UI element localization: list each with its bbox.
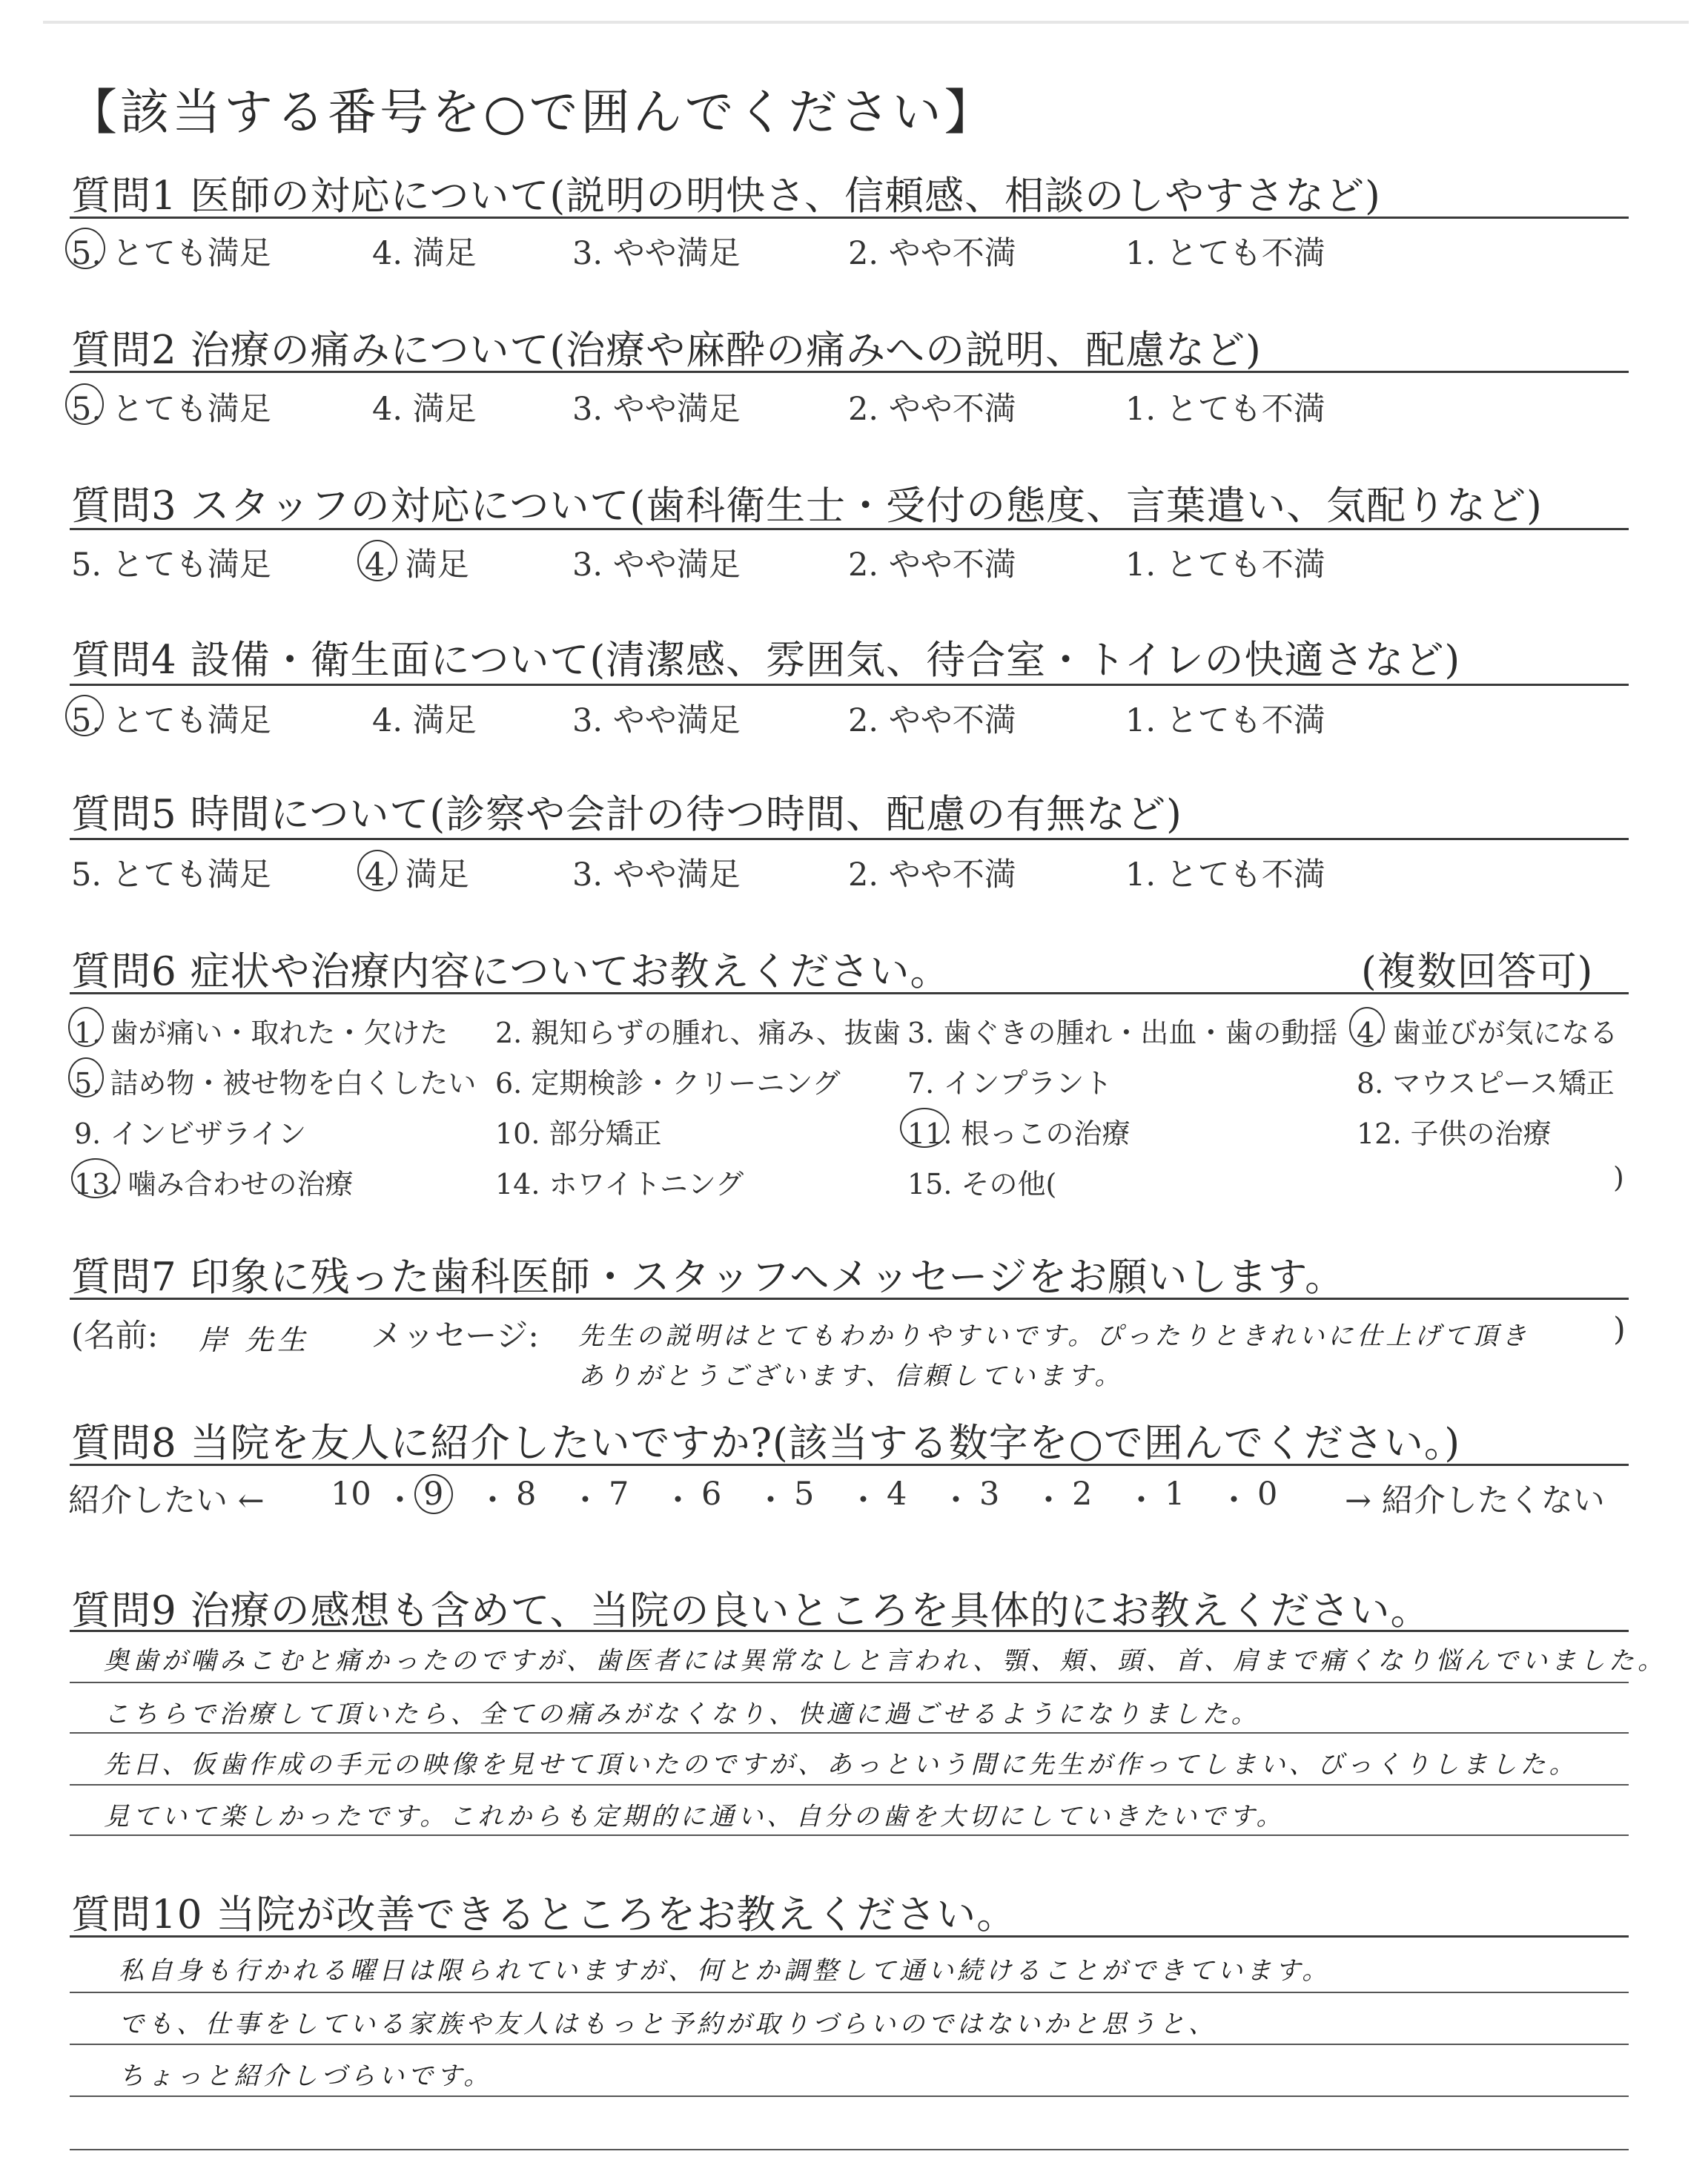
q10-rule-2: [70, 2044, 1629, 2045]
q6-option-8[interactable]: 8. マウスピース矯正: [1357, 1067, 1615, 1100]
q2-option-1[interactable]: 1. とても不満: [1125, 391, 1325, 428]
q6-heading: 質問6 症状や治療内容についてお教えください。: [71, 949, 950, 994]
q6-other-close: ): [1613, 1161, 1624, 1194]
q1-heading: 質問1 医師の対応について(説明の明快さ、信頼感、相談のしやすさなど): [71, 174, 1381, 219]
q2-option-5[interactable]: 5. とても満足: [71, 391, 271, 428]
q9-rule-1: [70, 1682, 1629, 1683]
q6-option-5[interactable]: 5. 詰め物・被せ物を白くしたい: [74, 1067, 477, 1100]
q4-selected-circle: [65, 695, 104, 736]
q1-selected-circle: [65, 228, 105, 269]
q1-rule: [70, 217, 1629, 219]
q8-scale-0[interactable]: 0: [1257, 1476, 1278, 1513]
q7-message-line1[interactable]: 先生の説明はとてもわかりやすいです。ぴったりときれいに仕上げて頂き: [578, 1321, 1531, 1351]
q8-rule: [70, 1464, 1629, 1466]
q10-rule-3: [70, 2095, 1629, 2097]
q6-option-3[interactable]: 3. 歯ぐきの腫れ・出血・歯の動揺: [907, 1017, 1338, 1049]
q3-option-5[interactable]: 5. とても満足: [71, 546, 271, 584]
q6-option-2[interactable]: 2. 親知らずの腫れ、痛み、抜歯: [495, 1017, 901, 1049]
q10-line-1[interactable]: 私自身も行かれる曜日は限られていますが、何とか調整して通い続けることができています。: [119, 1956, 1331, 1986]
q3-selected-circle: [357, 540, 397, 581]
q5-rule: [70, 838, 1629, 840]
q6-rule: [70, 992, 1629, 994]
q8-scale-dot: ・: [847, 1482, 879, 1519]
page-title: 【該当する番号を○で囲んでください】: [68, 84, 996, 141]
q5-selected-circle: [357, 850, 397, 891]
q9-line-3[interactable]: 先日、仮歯作成の手元の映像を見せて頂いたのですが、あっという間に先生が作ってしまい、びっくりしました。: [104, 1750, 1578, 1780]
q8-scale-3[interactable]: 3: [979, 1476, 1000, 1513]
q3-heading: 質問3 スタッフの対応について(歯科衛生士・受付の態度、言葉遣い、気配りなど): [71, 483, 1543, 529]
q10-line-2[interactable]: でも、仕事をしている家族や友人はもっと予約が取りづらいのではないかと思うと、: [119, 2009, 1217, 2039]
q6-option-1[interactable]: 1. 歯が痛い・取れた・欠けた: [74, 1017, 448, 1049]
q9-line-1[interactable]: 奥歯が噛みこむと痛かったのですが、歯医者には異常なしと言われ、顎、頬、頭、首、肩まで痛くなり悩んでいました。: [104, 1646, 1667, 1676]
q1-option-1[interactable]: 1. とても不満: [1125, 235, 1325, 272]
q5-heading: 質問5 時間について(診察や会計の待つ時間、配慮の有無など): [71, 792, 1182, 837]
q6-note: (複数回答可): [1361, 949, 1594, 994]
q6-option-6[interactable]: 6. 定期検診・クリーニング: [495, 1067, 841, 1100]
q8-scale-dot: ・: [477, 1482, 509, 1519]
q3-option-3[interactable]: 3. やや満足: [572, 546, 741, 584]
q1-option-2[interactable]: 2. やや不満: [848, 235, 1016, 272]
q8-scale-dot: ・: [1218, 1482, 1250, 1519]
q4-option-2[interactable]: 2. やや不満: [848, 702, 1016, 739]
q8-scale-2[interactable]: 2: [1072, 1476, 1093, 1513]
q6-selected-circle-5: [68, 1057, 104, 1097]
q8-scale-dot: ・: [1033, 1482, 1065, 1519]
q4-option-1[interactable]: 1. とても不満: [1125, 702, 1325, 739]
q4-heading: 質問4 設備・衛生面について(清潔感、雰囲気、待合室・トイレの快適さなど): [71, 638, 1461, 683]
q10-heading: 質問10 当院が改善できるところをお教えください。: [71, 1892, 1017, 1938]
q8-left-label: 紹介したい ←: [68, 1482, 265, 1519]
q10-rule: [70, 1935, 1629, 1938]
q7-rule: [70, 1298, 1629, 1300]
q5-option-2[interactable]: 2. やや不満: [848, 856, 1016, 894]
q8-scale-dot: ・: [1125, 1482, 1157, 1519]
q3-option-2[interactable]: 2. やや不満: [848, 546, 1016, 584]
q8-scale-dot: ・: [662, 1482, 694, 1519]
q3-option-4[interactable]: 4. 満足: [365, 546, 469, 584]
q10-rule-4: [70, 2149, 1629, 2150]
q6-selected-circle-11: [900, 1108, 949, 1148]
q6-option-12[interactable]: 12. 子供の治療: [1357, 1117, 1552, 1150]
q3-option-1[interactable]: 1. とても不満: [1125, 546, 1325, 584]
q6-option-14[interactable]: 14. ホワイトニング: [495, 1168, 744, 1200]
q6-option-4[interactable]: 4. 歯並びが気になる: [1357, 1017, 1618, 1049]
q4-rule: [70, 684, 1629, 686]
q5-option-3[interactable]: 3. やや満足: [572, 856, 741, 894]
q8-scale-dot: ・: [569, 1482, 601, 1519]
q4-option-3[interactable]: 3. やや満足: [572, 702, 741, 739]
q8-selected-circle: [414, 1474, 453, 1514]
q6-selected-circle-4: [1349, 1007, 1385, 1047]
q9-rule: [70, 1630, 1629, 1632]
q4-option-4[interactable]: 4. 満足: [372, 702, 477, 739]
q1-option-3[interactable]: 3. やや満足: [572, 235, 741, 272]
q6-option-11[interactable]: 11. 根っこの治療: [907, 1117, 1131, 1150]
q9-line-4[interactable]: 見ていて楽しかったです。これからも定期的に通い、自分の歯を大切にしていきたいです。: [104, 1802, 1285, 1832]
q8-scale-7[interactable]: 7: [609, 1476, 629, 1513]
q1-option-4[interactable]: 4. 満足: [372, 235, 477, 272]
q6-option-9[interactable]: 9. インビザライン: [74, 1117, 307, 1150]
q8-scale-10[interactable]: 10: [331, 1476, 371, 1513]
q9-heading: 質問9 治療の感想も含めて、当院の良いところを具体的にお教えください。: [71, 1588, 1431, 1634]
q2-option-4[interactable]: 4. 満足: [372, 391, 477, 428]
top-border: [43, 21, 1689, 24]
q6-option-7[interactable]: 7. インプラント: [907, 1067, 1113, 1100]
q8-scale-dot: ・: [384, 1482, 416, 1519]
q9-rule-4: [70, 1834, 1629, 1836]
q6-option-15[interactable]: 15. その他(: [907, 1168, 1057, 1200]
q8-scale-dot: ・: [940, 1482, 972, 1519]
q8-scale-6[interactable]: 6: [701, 1476, 722, 1513]
q8-right-label: → 紹介したくない: [1345, 1482, 1605, 1519]
q6-option-10[interactable]: 10. 部分矯正: [495, 1117, 662, 1150]
q8-scale-8[interactable]: 8: [516, 1476, 537, 1513]
q2-rule: [70, 371, 1629, 373]
q1-option-5[interactable]: 5. とても満足: [71, 235, 271, 272]
q6-option-13[interactable]: 13. 噛み合わせの治療: [74, 1168, 354, 1200]
q8-scale-dot: ・: [755, 1482, 787, 1519]
q3-rule: [70, 528, 1629, 530]
q7-close: ): [1613, 1311, 1626, 1348]
q8-scale-9[interactable]: 9: [423, 1476, 444, 1513]
q5-option-4[interactable]: 4. 満足: [365, 856, 469, 894]
q2-option-2[interactable]: 2. やや不満: [848, 391, 1016, 428]
q9-rule-2: [70, 1732, 1629, 1734]
q2-option-3[interactable]: 3. やや満足: [572, 391, 741, 428]
q7-message-line2[interactable]: ありがとうございます、信頼しています。: [578, 1361, 1124, 1391]
q9-rule-3: [70, 1784, 1629, 1786]
q7-name-value[interactable]: 岸 先生: [199, 1324, 311, 1356]
q6-selected-circle-1: [68, 1007, 104, 1047]
q5-option-5[interactable]: 5. とても満足: [71, 856, 271, 894]
q8-heading: 質問8 当院を友人に紹介したいですか?(該当する数字を○で囲んでください。): [71, 1421, 1461, 1466]
q9-line-2[interactable]: こちらで治療して頂いたら、全ての痛みがなくなり、快適に過ごせるようになりました。: [104, 1700, 1260, 1729]
q8-scale-5[interactable]: 5: [794, 1476, 815, 1513]
q8-scale-4[interactable]: 4: [887, 1476, 907, 1513]
q7-message-label: メッセージ:: [371, 1318, 539, 1355]
q8-scale-1[interactable]: 1: [1165, 1476, 1185, 1513]
q6-selected-circle-13: [71, 1158, 120, 1198]
q4-option-5[interactable]: 5. とても満足: [71, 702, 271, 739]
q10-rule-1: [70, 1992, 1629, 1993]
q2-heading: 質問2 治療の痛みについて(治療や麻酔の痛みへの説明、配慮など): [71, 328, 1262, 373]
q7-heading: 質問7 印象に残った歯科医師・スタッフへメッセージをお願いします。: [71, 1255, 1345, 1300]
q10-line-3[interactable]: ちょっと紹介しづらいです。: [119, 2061, 493, 2091]
q7-name-label: (名前:: [71, 1318, 159, 1355]
q5-option-1[interactable]: 1. とても不満: [1125, 856, 1325, 894]
q2-selected-circle: [65, 383, 104, 425]
